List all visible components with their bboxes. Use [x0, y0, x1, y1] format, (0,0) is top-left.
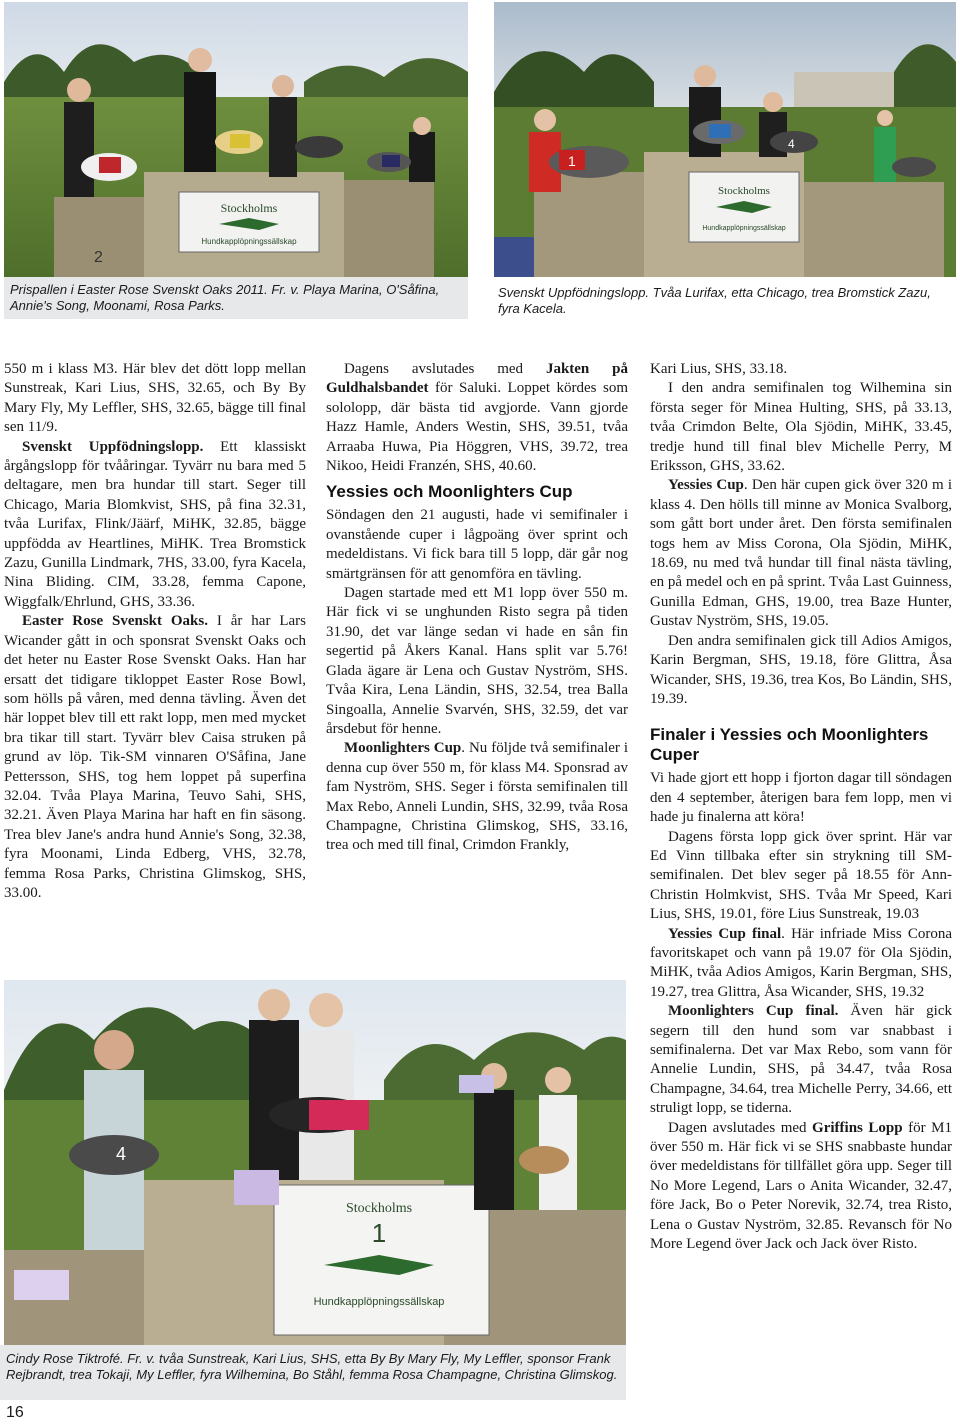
paragraph	[650, 1002, 952, 1118]
caption-bottom: Cindy Rose Tiktrofé. Fr. v. tvåa Sunstreak, Kari Lius, SHS, etta By By Mary Fly, My Leffler, sponsor Frank Rejbrandt, trea Tokaji, My Leffler, fyra Wilhemina, Bo Ståhl, femma Rosa Champagne, Christina Glimskog.	[0, 1345, 626, 1400]
paragraph: Dagen startade med ett M1 lopp över 550 m. Här fick vi se unghunden Risto segra på tiden 31.90, det var länge sedan vi hade en sån fin segertid på Åkers Kanal. Hans split var 5.76! Glada ägare är Lena och Gustav Nyström, SHS. Tvåa Kira, Lena Ländin, SHS, 32.54, trea Balla Singoalla, Annelie Svarvén, SHS, 32.59, det var årsdebut för henne.	[326, 585, 628, 737]
subheading-inline: Jakten på Guldhalsbandet	[326, 361, 628, 397]
page-number: 16	[6, 1404, 24, 1421]
paragraph	[326, 739, 628, 855]
paragraph-text: för M1 över 550 m. Här fick vi se SHS snabbaste hundar över medeldistans för tillfället göra upp. Seger till No More Legend, Lars o Anita Wicander, 32.47, före Jack, Bo o Peter Norevik, 32.74, trea Risto, Lena o Gustav Nyström, 32.85. Revansch för No More Legend över Jack och Jack över Risto.	[650, 1119, 952, 1253]
paragraph	[4, 612, 306, 903]
article-column-1	[4, 360, 306, 903]
subheading-inline: Yessies Cup final	[668, 925, 782, 942]
photo-uppfodningslopp-podium	[494, 2, 956, 277]
podium-sign-subtext: Hundkapplöpningssällskap	[201, 237, 297, 246]
podium-sign-subtext: Hundkapplöpningssällskap	[313, 1296, 445, 1308]
paragraph	[326, 360, 628, 476]
paragraph-text: . Den här cupen gick över 320 m i klass 4. Den hölls till minne av Monica Svalborg, som gått bort under året. Den första semifinalen togs hem av Miss Corona, Ola Sjödin, MiHK, 18.69, nu med två hundar till final nästa tävling, en på medel och en på sprint. Tvåa Last Guinness, Gunilla Edman, GHS, 19.00, trea Baze Hunter, Gustav Nyström, SHS, 19.05.	[650, 477, 952, 630]
paragraph-text: Även här gick segern till den hund som var snabbast i semifinalerna. Det var Max Rebo, som vann för Annelie Lundin, SHS, på 34.47, tvåa Rosa Champagne, 34.64, trea Michelle Perry, 34.66, ett struligt lopp, se tiderna.	[650, 1003, 953, 1117]
photo-oaks-podium	[4, 2, 468, 277]
article-column-2	[326, 360, 628, 856]
paragraph	[650, 925, 952, 1003]
paragraph: Dagens första lopp gick över sprint. Här var Ed Vinn tillbaka efter sin strykning till SM-semifinalen. Det blev seger på 18.55 för Ann-Christin Holmkvist, SHS. Tvåa Mr Speed, Kari Lius, SHS, 19.01, före Lius Sunstreak, 19.03	[650, 828, 952, 923]
paragraph: Vi hade gjort ett hopp i fjorton dagar till söndagen den 4 september, återigen bara fem lopp, men vi hade ju finalerna att köra!	[650, 770, 952, 826]
caption-top-left: Prispallen i Easter Rose Svenskt Oaks 2011. Fr. v. Playa Marina, O'Såfina, Annie's Song, Moonami, Rosa Parks.	[4, 277, 468, 319]
caption-top-right: Svenskt Uppfödningslopp. Tvåa Lurifax, etta Chicago, trea Bromstick Zazu, fyra Kacela.	[498, 285, 931, 316]
paragraph-text: Dagen avslutades med	[668, 1119, 813, 1136]
podium-sign-text: Stockholms	[220, 201, 278, 215]
paragraph-text: I år har Lars Wicander gått in och sponsrat Svenskt Oaks och det heter nu Easter Rose Svenskt Oaks. Han har ersatt det tidigare tikloppet Easter Rose Bowl, som hölls på våren, med denna tävling. Även det här loppet blev till ett rakt lopp, men med mycket bra tikar till start. Tyvärr blev Caisa struken på grund av löp. Tik-SM vinnaren O'Såfina, Jane Pettersson, SHS, tog hem loppet på superfina 32.04. Tvåa Playa Marina, Teuvo Sahi, SHS, 32.21. Även Playa Marina har haft en fin säsong. Trea blev Jane's andra hund Annie's Song, 32.38, fyra Moonami, Linda Edberg, VHS, 32.78, femma Rosa Parks, Christina Glimskog, SHS, 33.00.	[4, 613, 306, 901]
paragraph: Kari Lius, SHS, 33.18.	[650, 361, 788, 377]
paragraph-text: Dagens avslutades med	[344, 361, 546, 377]
article-column-3	[650, 360, 952, 1254]
paragraph	[4, 438, 306, 613]
subheading-inline: Griffins Lopp	[812, 1119, 903, 1136]
dog-number-label: 4	[788, 137, 795, 151]
section-heading: Yessies och Moonlighters Cup	[326, 482, 573, 502]
podium-sign-subtext: Hundkapplöpningssällskap	[702, 225, 786, 232]
subheading-inline: Moonlighters Cup final.	[668, 1003, 839, 1020]
dog-number-label: 4	[116, 1144, 127, 1164]
subheading-inline: Easter Rose Svenskt Oaks.	[22, 613, 208, 630]
paragraph-text: för Saluki. Loppet kördes som sololopp, där bästa tid avgjorde. Vann gjorde Hazz Hamle, Anders Westin, SHS, 39.51, tvåa Arraaba Huwa, Pia Höggren, VHS, 39.72, trea Nikoo, Heidi Franzén, SHS, 40.60.	[326, 380, 628, 475]
paragraph-text: . Nu följde två semifinaler i denna cup över 550 m, för klass M4. Sponsrad av fam Nyström, SHS. Seger i första semifinalen till Max Rebo, Anneli Lundin, SHS, 32.99, tvåa Rosa Champagne, Christina Glimskog, SHS, 33.16, trea och med till final, Crimdon Frankly,	[326, 740, 628, 854]
dog-number-label: 1	[568, 153, 576, 169]
subheading-inline: Svenskt Uppfödningslopp.	[22, 438, 204, 455]
paragraph-text: Ett klassiskt årgångslopp för tvååringar. Tyvärr nu bara med 5 deltagare, men bra hundar till start. Seger till Chicago, Maria Blomkvist, SHS, på fina 32.31, tvåa Lurifax, Flink/Jäärf, MiHK, 32.85, bägge uppfödda av Heartlines, MiHK. Trea Bromstick Zazu, Gunilla Lindmark, 7HS, 33.00, fyra Kacela, Nina Bliding. CIM, 33.28, femma Capone, Wiggfalk/Ehrlund, GHS, 33.36.	[4, 438, 306, 610]
subheading-inline: Moonlighters Cup	[344, 740, 462, 757]
paragraph: 550 m i klass M3. Här blev det dött lopp mellan Sunstreak, Kari Lius, SHS, 32.65, och By By Mary Fly, My Leffler, SHS, 32.65, bägge till final sen 11/9.	[4, 361, 306, 436]
podium-step-label: 2	[94, 249, 103, 266]
paragraph: Söndagen den 21 augusti, hade vi semifinaler i ovanstående cuper i lågpoäng över sprint och medeldistans. Vi fick bara till 5 lopp, där går nog smärtgränsen för att genomföra en tävling.	[326, 507, 628, 582]
podium-sign-number: 1	[371, 1218, 387, 1248]
paragraph: Den andra semifinalen gick till Adios Amigos, Karin Bergman, SHS, 19.18, före Glittra, Åsa Wicander, SHS, 19.36, trea Kos, Bo Ländin, SHS, 19.39.	[650, 632, 952, 707]
section-heading: Finaler i Yessies och Moonlighters Cuper	[650, 725, 929, 765]
paragraph: I den andra semifinalen tog Wilhemina sin första seger för Minea Hulting, SHS, på 33.13, tvåa Crimdon Belte, Ola Sjödin, MiHK, 33.45, tredje hund till final blev Michelle Perry, M Eriksson, GHS, 33.62.	[650, 380, 952, 475]
podium-sign-text: Stockholms	[345, 1201, 413, 1216]
podium-sign-text: Stockholms	[718, 185, 770, 197]
paragraph	[650, 1119, 952, 1255]
paragraph	[650, 476, 952, 631]
paragraph-text: . Här infriade Miss Corona favoritskapet och vann på 19.07 för Ola Sjödin, MiHK, tvåa Adios Amigos, Karin Bergman, SHS, 19.27, trea Glittra, Åsa Wicander, SHS, 19.32	[650, 925, 952, 1000]
subheading-inline: Yessies Cup	[668, 477, 744, 494]
photo-tiktrofe-podium	[4, 980, 626, 1345]
